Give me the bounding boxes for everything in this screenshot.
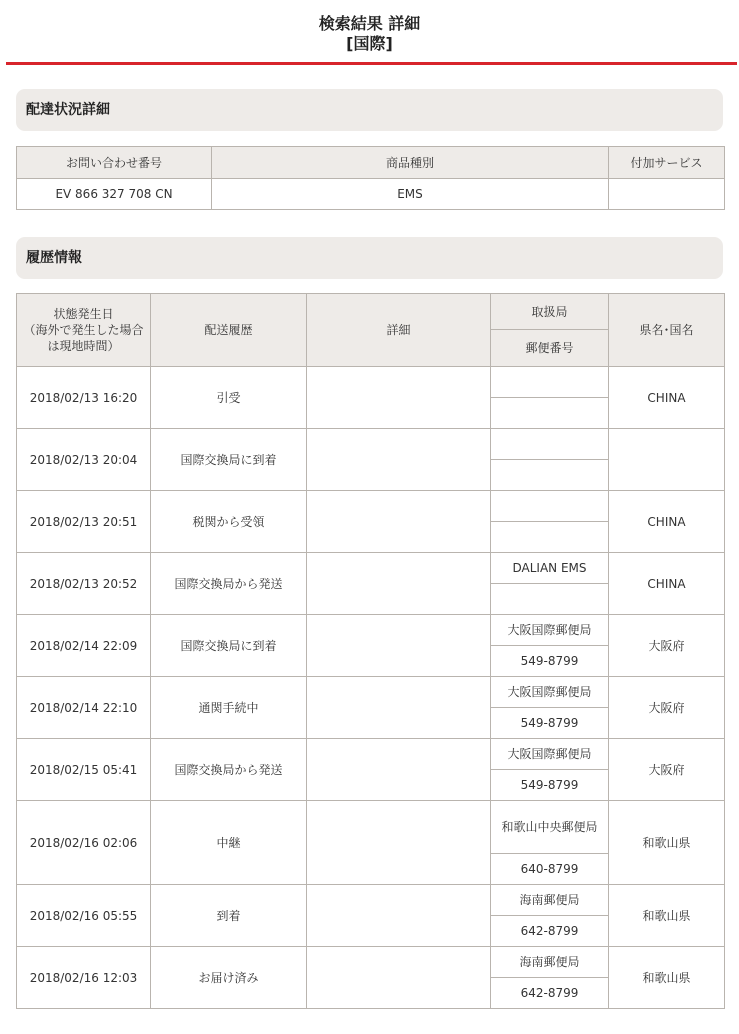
history-detail [307,801,491,885]
header-office: 取扱局 [491,294,609,330]
history-postal [491,460,609,491]
history-region: 和歌山県 [609,885,725,947]
header-additional-service: 付加サービス [609,147,725,179]
history-row [17,885,725,916]
history-region: CHINA [609,553,725,615]
history-office: 大阪国際郵便局 [491,677,609,708]
history-row [17,615,725,646]
history-date: 2018/02/16 12:03 [17,947,151,1009]
header-item-type: 商品種別 [212,147,609,179]
history-date: 2018/02/16 02:06 [17,801,151,885]
history-detail [307,947,491,1009]
history-row [17,739,725,770]
history-postal: 549-8799 [491,646,609,677]
page-title-main: 検索結果 詳細 [318,14,421,33]
summary-header-row [17,147,725,179]
history-postal: 640-8799 [491,854,609,885]
history-region: 大阪府 [609,615,725,677]
delivery-section-header: 配達状況詳細 [16,89,723,131]
history-row [17,801,725,854]
history-section-header: 履歴情報 [16,237,723,279]
history-status: お届け済み [151,947,307,1009]
history-status: 国際交換局に到着 [151,615,307,677]
history-date: 2018/02/14 22:10 [17,677,151,739]
tracking-number: EV 866 327 708 CN [17,179,212,210]
history-office [491,491,609,522]
history-region: 大阪府 [609,677,725,739]
additional-service [609,179,725,210]
history-region: CHINA [609,491,725,553]
history-status: 到着 [151,885,307,947]
history-detail [307,615,491,677]
history-status: 引受 [151,367,307,429]
history-postal: 642-8799 [491,978,609,1009]
history-table [16,293,725,1009]
history-postal: 549-8799 [491,770,609,801]
history-row [17,491,725,522]
history-date: 2018/02/16 05:55 [17,885,151,947]
history-status: 国際交換局から発送 [151,553,307,615]
history-region: 和歌山県 [609,801,725,885]
history-header-row [17,294,725,330]
history-date: 2018/02/13 20:04 [17,429,151,491]
history-office: DALIAN EMS [491,553,609,584]
history-detail [307,491,491,553]
history-office: 和歌山中央郵便局 [491,801,609,854]
history-row [17,553,725,584]
header-detail: 詳細 [307,294,491,367]
history-office [491,367,609,398]
history-region: 和歌山県 [609,947,725,1009]
header-region: 県名･国名 [609,294,725,367]
history-date: 2018/02/13 20:51 [17,491,151,553]
history-office: 大阪国際郵便局 [491,739,609,770]
history-detail [307,739,491,801]
history-region: 大阪府 [609,739,725,801]
history-detail [307,429,491,491]
history-detail [307,677,491,739]
summary-row [17,179,725,210]
history-office: 海南郵便局 [491,947,609,978]
history-detail [307,553,491,615]
history-status: 中継 [151,801,307,885]
history-status: 国際交換局に到着 [151,429,307,491]
history-postal [491,522,609,553]
history-row [17,947,725,978]
history-office [491,429,609,460]
history-date: 2018/02/14 22:09 [17,615,151,677]
history-postal: 642-8799 [491,916,609,947]
history-region: CHINA [609,367,725,429]
history-detail [307,885,491,947]
header-postal: 郵便番号 [491,330,609,367]
delivery-summary-table [16,146,725,210]
history-date: 2018/02/13 20:52 [17,553,151,615]
history-status: 通関手続中 [151,677,307,739]
history-postal [491,398,609,429]
history-postal: 549-8799 [491,708,609,739]
header-tracking-number: お問い合わせ番号 [17,147,212,179]
history-office: 海南郵便局 [491,885,609,916]
history-status: 税関から受領 [151,491,307,553]
history-row [17,677,725,708]
history-detail [307,367,491,429]
history-row [17,367,725,398]
item-type: EMS [212,179,609,210]
header-date: 状態発生日 （海外で発生した場合は現地時間） [17,294,151,367]
history-postal [491,584,609,615]
history-office: 大阪国際郵便局 [491,615,609,646]
header-status: 配送履歴 [151,294,307,367]
history-status: 国際交換局から発送 [151,739,307,801]
history-date: 2018/02/15 05:41 [17,739,151,801]
history-region [609,429,725,491]
page-title [0,0,739,54]
title-divider [6,62,737,65]
history-row [17,429,725,460]
page-title-sub: [国際] [346,34,393,53]
history-date: 2018/02/13 16:20 [17,367,151,429]
